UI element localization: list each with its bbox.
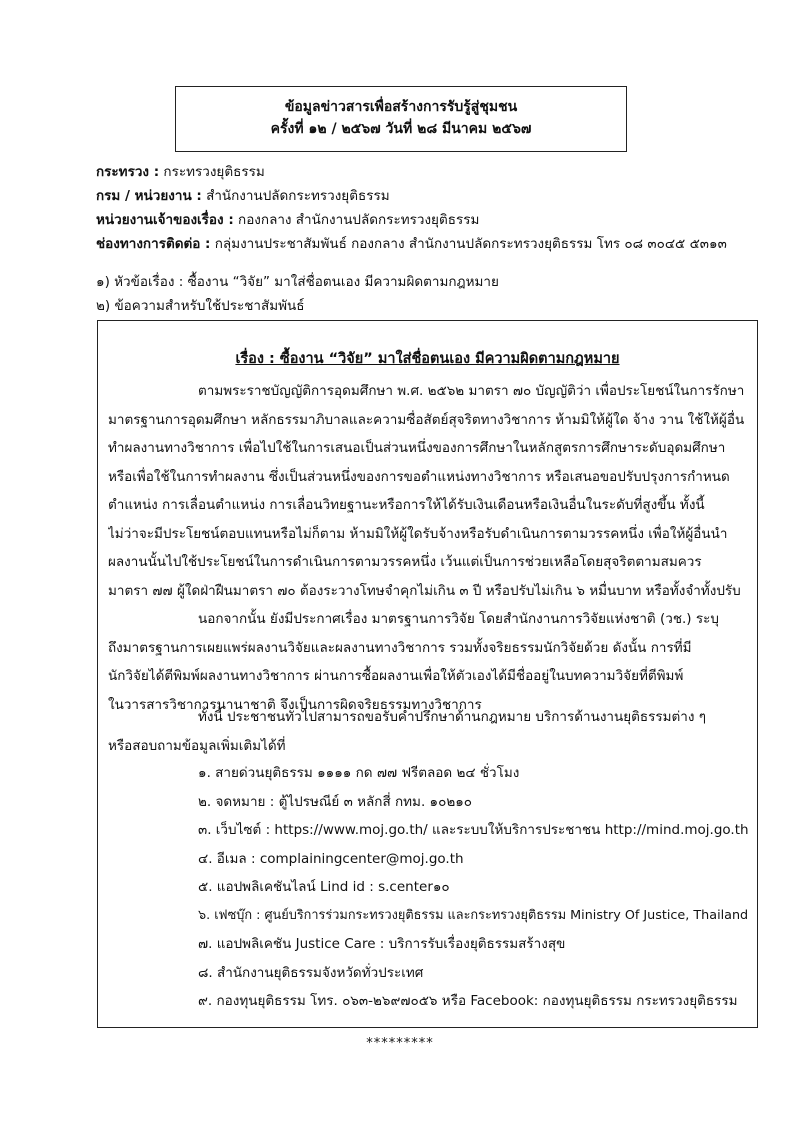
paragraph-law (108, 377, 748, 605)
meta-dept-label: กรม / หน่วยงาน : (96, 188, 202, 204)
contact-item-website: ๓. เว็บไซต์ : https://www.moj.go.th/ และระบบให้บริการประชาชน http://mind.moj.go.th (198, 822, 749, 838)
contact-item-mail: ๒. จดหมาย : ตู้ไปรษณีย์ ๓ หลักสี่ กทม. ๑๐๒๑๐ (198, 793, 473, 810)
meta-contact (96, 232, 776, 256)
paragraph-line: มาตรา ๗๗ ผู้ใดฝ่าฝืนมาตรา ๗๐ ต้องระวางโทษจำคุกไม่เกิน ๓ ปี หรือปรับไม่เกิน ๖ หมื่นบาท หรือทั้งจำทั้งปรับ (108, 582, 741, 599)
meta-owner (96, 208, 776, 232)
pr-message-box (97, 320, 758, 1028)
meta-ministry (96, 160, 776, 184)
paragraph-line: นักวิจัยได้ตีพิมพ์ผลงานทางวิชาการ ผ่านการซื้อผลงานเพื่อให้ตัวเองได้มีชื่ออยู่ในบทความวิจัยที่ตีพิมพ์ (108, 668, 684, 684)
contact-item-email: ๔. อีเมล : complainingcenter@moj.go.th (198, 850, 464, 867)
header-box (175, 86, 627, 152)
paragraph-line: ไม่ว่าจะมีประโยชน์ตอบแทนหรือไม่ก็ตาม ห้ามมิให้ผู้ใดรับจ้างหรือรับดำเนินการตามวรรคหนึ่ง เพื่อให้ผู้อื่นนำ (108, 525, 728, 542)
paragraph-line: ผลงานนั้นไปใช้ประโยชน์ในการดำเนินการตามวรรคหนึ่ง เว้นแต่เป็นการช่วยเหลือโดยสุจริตตามสมควร (108, 554, 702, 570)
header-title: ข้อมูลข่าวสารเพื่อสร้างการรับรู้สู่ชุมชน (284, 99, 518, 115)
paragraph-line: ทำผลงานทางวิชาการ เพื่อไปใช้ในการเสนอเป็นส่วนหนึ่งของการศึกษาในหลักสูตรการศึกษาระดับอุดมศึกษา (108, 440, 726, 456)
meta-ministry-value: กระทรวงยุติธรรม (163, 164, 265, 180)
paragraph-line: ตามพระราชบัญญัติการอุดมศึกษา พ.ศ. ๒๕๖๒ มาตรา ๗๐ บัญญัติว่า เพื่อประโยชน์ในการรักษา (198, 383, 745, 399)
contact-item-facebook: ๖. เฟซบุ๊ก : ศูนย์บริการร่วมกระทรวงยุติธรรม และกระทรวงยุติธรรม Ministry Of Justice, Thailand (198, 907, 749, 923)
story-title: เรื่อง : ซื้องาน “วิจัย” มาใส่ชื่อตนเอง มีความผิดตามกฎหมาย (235, 351, 620, 367)
end-marker: ********* (366, 1036, 434, 1051)
meta-owner-value: กองกลาง สำนักงานปลัดกระทรวงยุติธรรม (238, 212, 480, 228)
paragraph-research-standard (108, 605, 748, 719)
meta-dept-value: สำนักงานปลัดกระทรวงยุติธรรม (206, 188, 390, 204)
meta-section (96, 160, 776, 256)
paragraph-line: ตำแหน่ง การเลื่อนตำแหน่ง การเลื่อนวิทยฐานะหรือการให้ได้รับเงินเดือนหรือเงินอื่นในระดับที่สูงขึ้น ทั้งนี้ (108, 497, 705, 513)
paragraph-line: ถึงมาตรฐานการเผยแพร่ผลงานวิจัยและผลงานทางวิชาการ รวมทั้งจริยธรรมนักวิจัยด้วย ดังนั้น การที่มี (108, 639, 692, 656)
paragraph-line: หรือเพื่อใช้ในการทำผลงาน ซึ่งเป็นส่วนหนึ่งของการขอตำแหน่งทางวิชาการ หรือเสนอขอปรับปรุงการกำหนด (108, 468, 730, 485)
contact-item-provincial: ๘. สำนักงานยุติธรรมจังหวัดทั่วประเทศ (198, 964, 424, 981)
topic-subject: ๑) หัวข้อเรื่อง : ซื้องาน “วิจัย” มาใส่ชื่อตนเอง มีความผิดตามกฎหมาย (96, 274, 499, 290)
meta-dept (96, 184, 776, 208)
paragraph-line: นอกจากนั้น ยังมีประกาศเรื่อง มาตรฐานการวิจัย โดยสำนักงานการวิจัยแห่งชาติ (วช.) ระบุ (198, 611, 719, 627)
topics-section (96, 270, 776, 318)
paragraph-line: หรือสอบถามข้อมูลเพิ่มเติมได้ที่ (108, 737, 286, 754)
meta-contact-value: กลุ่มงานประชาสัมพันธ์ กองกลาง สำนักงานปลัดกระทรวงยุติธรรม โทร ๐๘ ๓๐๔๕ ๕๓๑๓ (214, 236, 727, 252)
paragraph-contact-intro (108, 703, 748, 760)
meta-contact-label: ช่องทางการติดต่อ : (96, 236, 211, 252)
contact-list (108, 759, 748, 1016)
topic-pr-message: ๒) ข้อความสำหรับใช้ประชาสัมพันธ์ (96, 298, 305, 314)
contact-item-justice-care: ๗. แอปพลิเคชัน Justice Care : บริการรับเรื่องยุติธรรมสร้างสุข (198, 936, 566, 952)
meta-owner-label: หน่วยงานเจ้าของเรื่อง : (96, 212, 234, 228)
paragraph-line: ทั้งนี้ ประชาชนทั่วไปสามารถขอรับคำปรึกษาด้านกฎหมาย บริการด้านงานยุติธรรมต่าง ๆ (198, 709, 707, 725)
meta-ministry-label: กระทรวง : (96, 164, 160, 180)
header-issue: ครั้งที่ ๑๒ / ๒๕๖๗ วันที่ ๒๘ มีนาคม ๒๕๖๗ (270, 121, 532, 137)
contact-item-justice-fund: ๙. กองทุนยุติธรรม โทร. ๐๖๓-๒๖๙๗๐๕๖ หรือ Facebook: กองทุนยุติธรรม กระทรวงยุติธรรม (198, 993, 738, 1009)
contact-item-hotline: ๑. สายด่วนยุติธรรม ๑๑๑๑ กด ๗๗ ฟรีตลอด ๒๔ ชั่วโมง (198, 765, 520, 781)
contact-item-line: ๕. แอปพลิเคชันไลน์ Lind id : s.center๑๐ (198, 879, 450, 895)
paragraph-line: มาตรฐานการอุดมศึกษา หลักธรรมาภิบาลและความซื่อสัตย์สุจริตทางวิชาการ ห้ามมิให้ผู้ใด จ้าง วาน ใช้ให้ผู้อื่น (108, 411, 745, 428)
paragraph-line: ในวารสารวิชาการนานาชาติ จึงเป็นการผิดจริยธรรมทางวิชาการ (108, 696, 482, 713)
